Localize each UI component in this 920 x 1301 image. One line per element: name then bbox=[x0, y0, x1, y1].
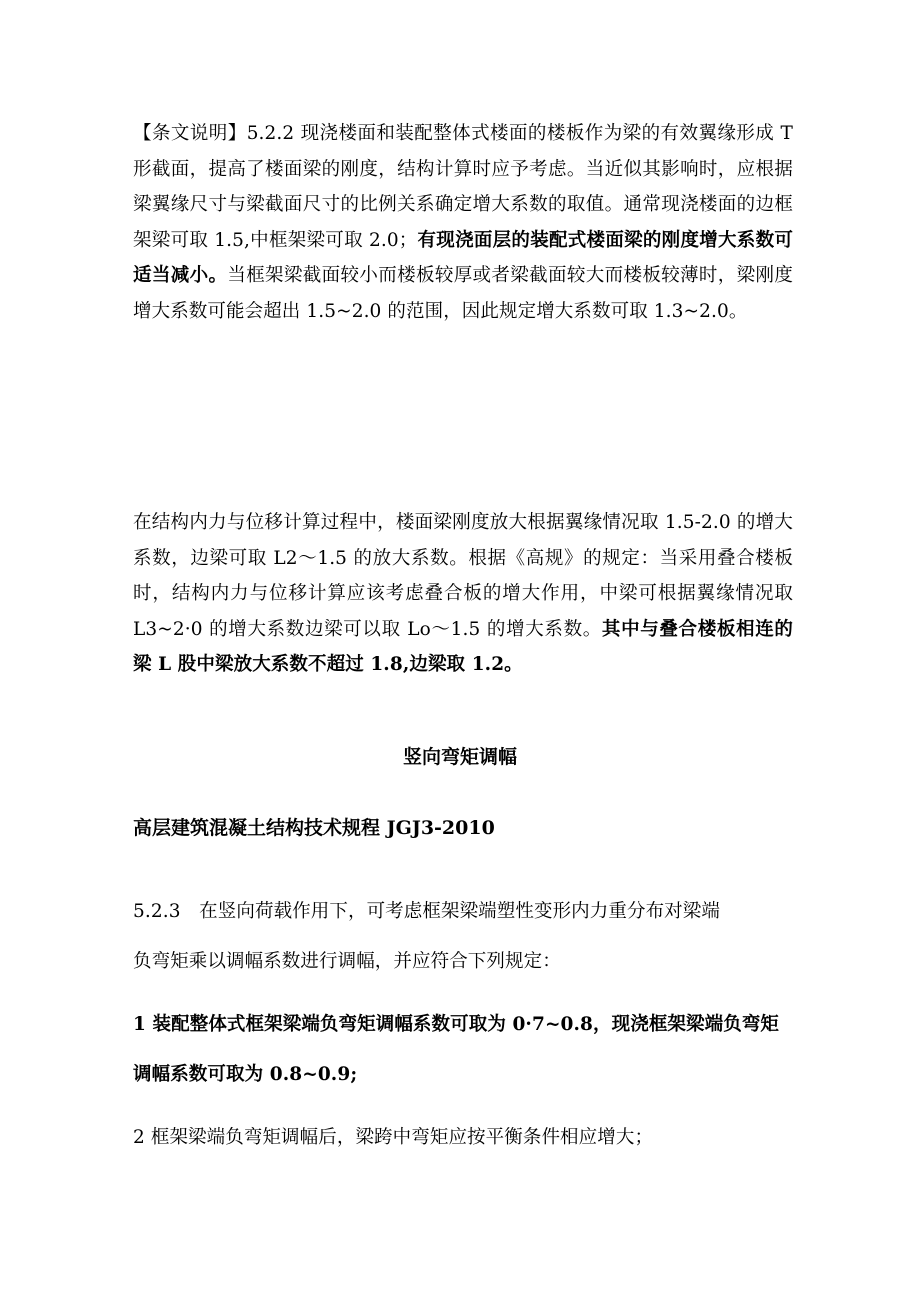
clause-explanation-text: 5.2.2 现浇楼面和装配整体式楼面的楼板作为梁的有效翼缘形成 T 形截面，提高了楼面梁的刚度，结构计算时应予考虑。当近似其影响时，应根据梁翼缘尺寸与梁截面尺寸的比例关系确定增大系数的取值。通常现浇楼面的边框架梁可取 1.5,中框架梁可取 2.0； bbox=[133, 123, 793, 251]
clause-5-2-3-line-2: 负弯矩乘以调幅系数进行调幅，并应符合下列规定： bbox=[133, 951, 561, 972]
list-item-2: 2 框架梁端负弯矩调幅后，梁跨中弯矩应按平衡条件相应增大； bbox=[133, 1127, 654, 1148]
clause-explanation-label: 【条文说明】 bbox=[133, 123, 247, 144]
clause-explanation-text-continued: 当框架梁截面较小而楼板较厚或者梁截面较大而楼板较薄时，梁刚度增大系数可能会超出 1.5~2.0 的范围，因此规定增大系数可取 1.3~2.0。 bbox=[133, 265, 793, 322]
clause-5-2-3-line-1: 5.2.3 在竖向荷载作用下，可考虑框架梁端塑性变形内力重分布对梁端 bbox=[133, 901, 720, 922]
stiffness-bold-text: 其中与叠合楼板相连的梁 L 股中梁放大系数不超过 1.8,边梁取 1.2。 bbox=[133, 618, 793, 676]
clause-5-2-3 bbox=[133, 887, 793, 987]
code-title: 高层建筑混凝土结构技术规程 JGJ3-2010 bbox=[133, 817, 495, 839]
stiffness-text: 在结构内力与位移计算过程中，楼面梁刚度放大根据翼缘情况取 1.5-2.0 的增大系数，边梁可取 L2～1.5 的放大系数。根据《高规》的规定：当采用叠合楼板时，结构内力与位移计算应该考虑叠合板的增大作用，中梁可根据翼缘情况取 L3~2·0 的增大系数边梁可以取 Lo～1.5 的增大系数。 bbox=[133, 512, 793, 640]
section-heading: 竖向弯矩调幅 bbox=[402, 746, 517, 768]
list-item-1: 1 装配整体式框架梁端负弯矩调幅系数可取为 0·7~0.8，现浇框架梁端负弯矩调幅系数可取为 0.8~0.9; bbox=[133, 1014, 780, 1085]
clause-explanation-paragraph bbox=[133, 116, 793, 330]
clause-explanation-bold-text: 有现浇面层的装配式楼面梁的刚度增大系数可适当减小。 bbox=[133, 229, 793, 287]
stiffness-paragraph bbox=[133, 505, 793, 683]
